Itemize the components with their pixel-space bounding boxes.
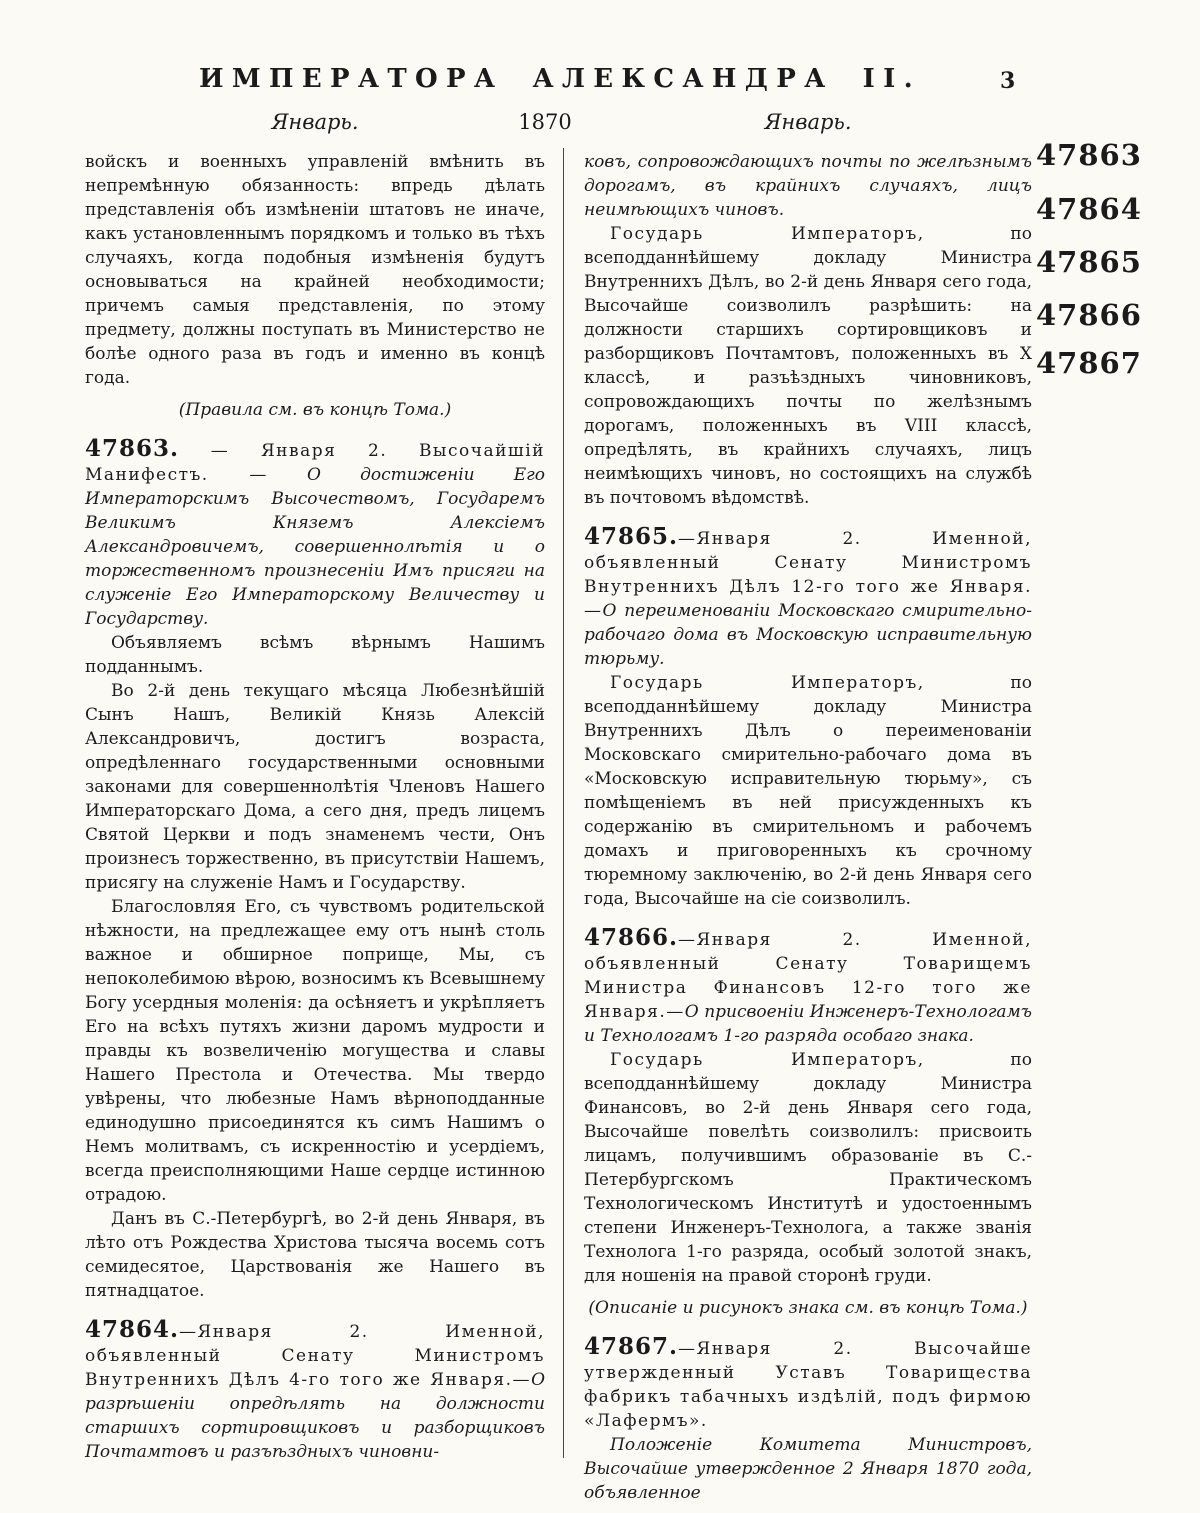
paragraph-text: по всеподданнѣйшему докладу Министра Внутреннихъ Дѣлъ, во 2-й день Января сего года, Высочайше соизволилъ разрѣшить: на должности старшихъ сортировщиковъ и разборщиковъ Почтамтовъ, положенныхъ въ X классѣ, и разъѣздныхъ чиновниковъ, сопровождающихъ почты по желѣзнымъ дорогамъ, положенныхъ въ VIII классѣ, опредѣлять, въ крайнихъ случаяхъ, лицъ неимѣющихъ чиновъ, но состоящихъ на службѣ въ почтовомъ вѣдомствѣ. — [584, 224, 1032, 508]
paragraph: Объявляемъ всѣмъ вѣрнымъ Нашимъ подданнымъ. — [85, 633, 545, 677]
left-column — [85, 150, 545, 1464]
column-divider-rule — [563, 148, 564, 1458]
entry-title: О переименованіи Московскаго смирительно-рабочаго дома въ Московскую исправительную тюрьму. — [584, 601, 1032, 669]
paragraph: Данъ въ С.-Петербургѣ, во 2-й день Января, въ лѣто отъ Рождества Христова тысяча восемь сотъ семидесятое, Царствованія же Нашего въ пятнадцатое. — [85, 1209, 545, 1301]
subhead-month-left: Январь. — [271, 110, 359, 134]
paragraph-text: по всеподданнѣйшему докладу Министра Финансовъ, во 2-й день Января сего года, Высочайше повелѣть соизволилъ: присвоить лицамъ, получившимъ образованіе въ С.-Петербургскомъ Практическомъ Технологическомъ Институтѣ и удостоеннымъ степени Инженеръ-Технолога, а также званія Технолога 1-го разряда, особый золотой знакъ, для ношенія на правой сторонѣ груди. — [584, 1050, 1032, 1286]
spaced-lead: Государь Императоръ, — [610, 673, 925, 693]
entry-date-kind: —Января 2. Именной, объявленный Сенату Министромъ Внутреннихъ Дѣлъ 12-го того же Января.— — [584, 529, 1032, 621]
paragraph — [584, 1048, 1032, 1288]
entry-number: 47867. — [584, 1333, 679, 1360]
entry-title: О достиженіи Его Императорскимъ Высочествомъ, Государемъ Великимъ Княземъ Алексіемъ Александровичемъ, совершеннолѣтія и о торжественномъ произнесеніи Имъ присяги на служеніе Его Императорскому Величеству и Государству. — [85, 465, 546, 629]
paragraph-continuation: ковъ, сопровождающихъ почты по желѣзнымъ дорогамъ, въ крайнихъ случаяхъ, лицъ неимѣющихъ чиновъ. — [584, 152, 1032, 220]
entry-47866-heading — [584, 926, 1032, 1048]
entry-47863-heading — [85, 437, 545, 631]
entry-number: 47865. — [584, 523, 679, 550]
paragraph: Благословляя Его, съ чувствомъ родительской нѣжности, на предлежащее ему отъ нынѣ столь важное и обширное поприще, Мы, съ непоколебимою вѣрою, возносимъ къ Всевышнему Богу усердныя моленія: да осѣняетъ и укрѣпляетъ Его на всѣхъ путяхъ жизни даромъ мудрости и правды къ возвеличенію могущества и славы Нашего Престола и Отечества. Мы твердо увѣрены, что любезные Намъ вѣрноподданные единодушно присоединятся къ симъ Нашимъ о Немъ молитвамъ, съ искренностію и усердіемъ, всегда преисполняющими Наше сердце истинною отрадою. — [85, 897, 545, 1205]
page-number: 3 — [1000, 68, 1016, 94]
running-head-title: ИМПЕРАТОРА АЛЕКСАНДРА II. — [199, 64, 921, 94]
entry-47867-heading — [584, 1335, 1032, 1433]
entry-47864-heading — [85, 1318, 545, 1464]
entry-number: 47866. — [584, 924, 679, 951]
margin-entry-number: 47863 — [1036, 138, 1142, 172]
margin-entry-number: 47864 — [1036, 192, 1142, 226]
entry-title: О присвоеніи Инженеръ-Технологамъ и Технологамъ 1-го разряда особаго знака. — [584, 1002, 1032, 1046]
entry-date-kind: — Января 2. Высочайшій Манифестъ. — — [85, 441, 545, 485]
paragraph — [584, 671, 1032, 911]
note-badge-description: (Описаніе и рисунокъ знака см. въ концѣ Тома.) — [588, 1298, 1028, 1318]
spaced-lead: Государь Императоръ, — [610, 1050, 925, 1070]
margin-entry-number: 47867 — [1036, 346, 1142, 380]
paragraph: Положеніе Комитета Министровъ, Высочайше утвержденное 2 Января 1870 года, объявленное — [584, 1435, 1032, 1503]
margin-entry-number: 47865 — [1036, 245, 1142, 279]
subhead-month-right: Январь. — [764, 110, 852, 134]
entry-number: 47864. — [85, 1316, 180, 1343]
paragraph-continuation: войскъ и военныхъ управленій вмѣнить въ непремѣнную обязанность: впредь дѣлать представленія объ измѣненіи штатовъ не иначе, какъ установленнымъ порядкомъ и только въ тѣхъ случаяхъ, когда подобныя измѣненія будутъ основываться на крайней необходимости; причемъ самыя представленія, по этому предмету, должны поступать въ Министерство не болѣе одного раза въ годъ и именно въ концѣ года. — [85, 152, 545, 388]
entry-number: 47863. — [85, 435, 180, 462]
subhead-year: 1870 — [518, 110, 572, 134]
entry-date-kind: —Января 2. Именной, объявленный Сенату Товарищемъ Министра Финансовъ 12-го того же Января.— — [584, 930, 1032, 1022]
paragraph-text: по всеподданнѣйшему докладу Министра Внутреннихъ Дѣлъ о переименованіи Московскаго смирительно-рабочаго дома въ «Московскую исправительную тюрьму», съ помѣщеніемъ въ ней присужденныхъ къ содержанію въ смирительномъ и рабочемъ домахъ и приговоренныхъ къ срочному тюремному заключенію, во 2-й день Января сего года, Высочайше на сіе соизволилъ. — [584, 673, 1032, 909]
entry-47865-heading — [584, 525, 1032, 671]
entry-date-kind: —Января 2. Именной, объявленный Сенату Министромъ Внутреннихъ Дѣлъ 4-го того же Января.— — [85, 1322, 545, 1390]
spaced-lead: Государь Императоръ, — [610, 224, 925, 244]
right-column — [584, 150, 1032, 1505]
note-rules: (Правила см. въ концѣ Тома.) — [178, 400, 452, 420]
paragraph — [584, 222, 1032, 510]
paragraph: Во 2-й день текущаго мѣсяца Любезнѣйшій Сынъ Нашъ, Великій Князь Алексій Александровичъ, достигъ возраста, опредѣленнаго государственными основными законами для совершеннолѣтія Членовъ Нашего Императорскаго Дома, а сего дня, предъ лицемъ Святой Церкви и подъ знаменемъ чести, Онъ произнесъ торжественно, въ присутствіи Нашемъ, присягу на служеніе Намъ и Государству. — [85, 681, 545, 893]
margin-entry-number: 47866 — [1036, 298, 1142, 332]
entry-date-kind: —Января 2. Высочайше утвержденный Уставъ Товарищества фабрикъ табачныхъ издѣлій, подъ фирмою «Лафермъ». — [584, 1339, 1032, 1431]
entry-title: О разрѣшеніи опредѣлять на должности старшихъ сортировщиковъ и разборщиковъ Почтамтовъ и разъѣздныхъ чиновни- — [85, 1370, 545, 1462]
